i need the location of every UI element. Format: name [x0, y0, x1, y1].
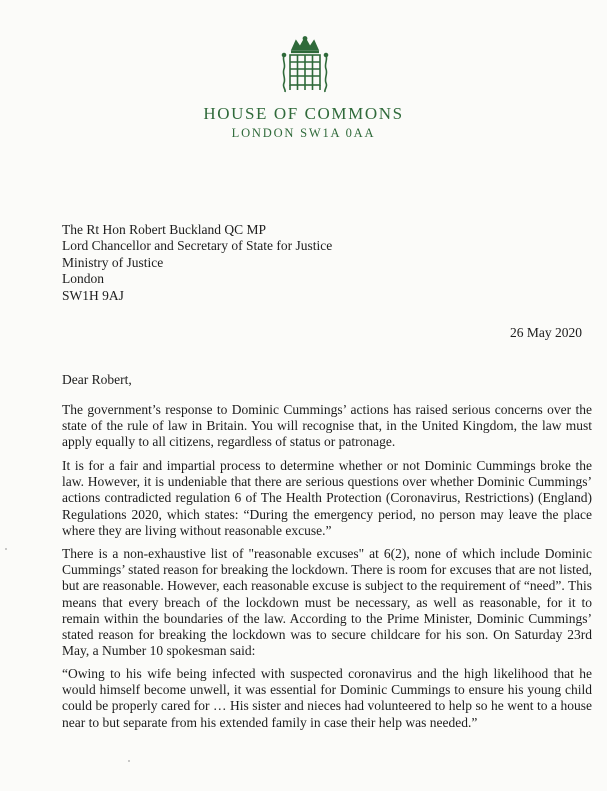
recipient-address-block	[62, 222, 332, 304]
recipient-line: Ministry of Justice	[62, 254, 164, 270]
body-paragraph: There is a non-exhaustive list of "reasonable excuses" at 6(2), none of which include Dominic Cummings’ stated reason for breaking the lockdown. There is room for excuses that are not listed, but are reasonable. However, each reasonable excuse is subject to the requirement of “need”. This means that every breach of the lockdown must be necessary, as well as reasonable, for it to remain within the boundaries of the law. According to the Prime Minister, Dominic Cummings’ stated reason for breaking the lockdown was to secure childcare for his son. On Saturday 23rd May, a Number 10 spokesman said:	[62, 546, 592, 659]
recipient-line: SW1H 9AJ	[62, 287, 124, 303]
salutation: Dear Robert,	[62, 372, 132, 387]
quoted-statement: “Owing to his wife being infected with suspected coronavirus and the high likelihood that he would himself become unwell, it was essential for Dominic Cummings to ensure his young child could be properly cared for … His sister and nieces had volunteered to help so he went to a house near to but separate from his extended family in case their help was needed.”	[62, 666, 592, 730]
body-paragraph: It is for a fair and impartial process to determine whether or not Dominic Cummings broke the law. However, it is undeniable that there are serious questions over whether Dominic Cummings’ actions contradicted regulation 6 of The Health Protection (Coronavirus, Restrictions) (England) Regulations 2020, which states: “During the emergency period, no person may leave the place where they are living without reasonable excuse.”	[62, 458, 592, 538]
recipient-line: Lord Chancellor and Secretary of State for Justice	[62, 238, 333, 254]
recipient-line: The Rt Hon Robert Buckland QC MP	[62, 222, 266, 237]
letterhead-address: LONDON SW1A 0AA	[231, 126, 376, 140]
letterhead-institution: HOUSE OF COMMONS	[203, 104, 404, 123]
scan-speck	[5, 548, 7, 550]
letter-date: 26 May 2020	[510, 325, 582, 340]
recipient-line: London	[62, 271, 104, 287]
body-paragraph: The government’s response to Dominic Cummings’ actions has raised serious concerns over the state of the rule of law in Britain. You will recognise that, in the United Kingdom, the law must apply equally to all citizens, regardless of status or patronage.	[62, 402, 592, 450]
scan-speck	[128, 760, 130, 762]
portcullis-icon	[278, 36, 332, 94]
